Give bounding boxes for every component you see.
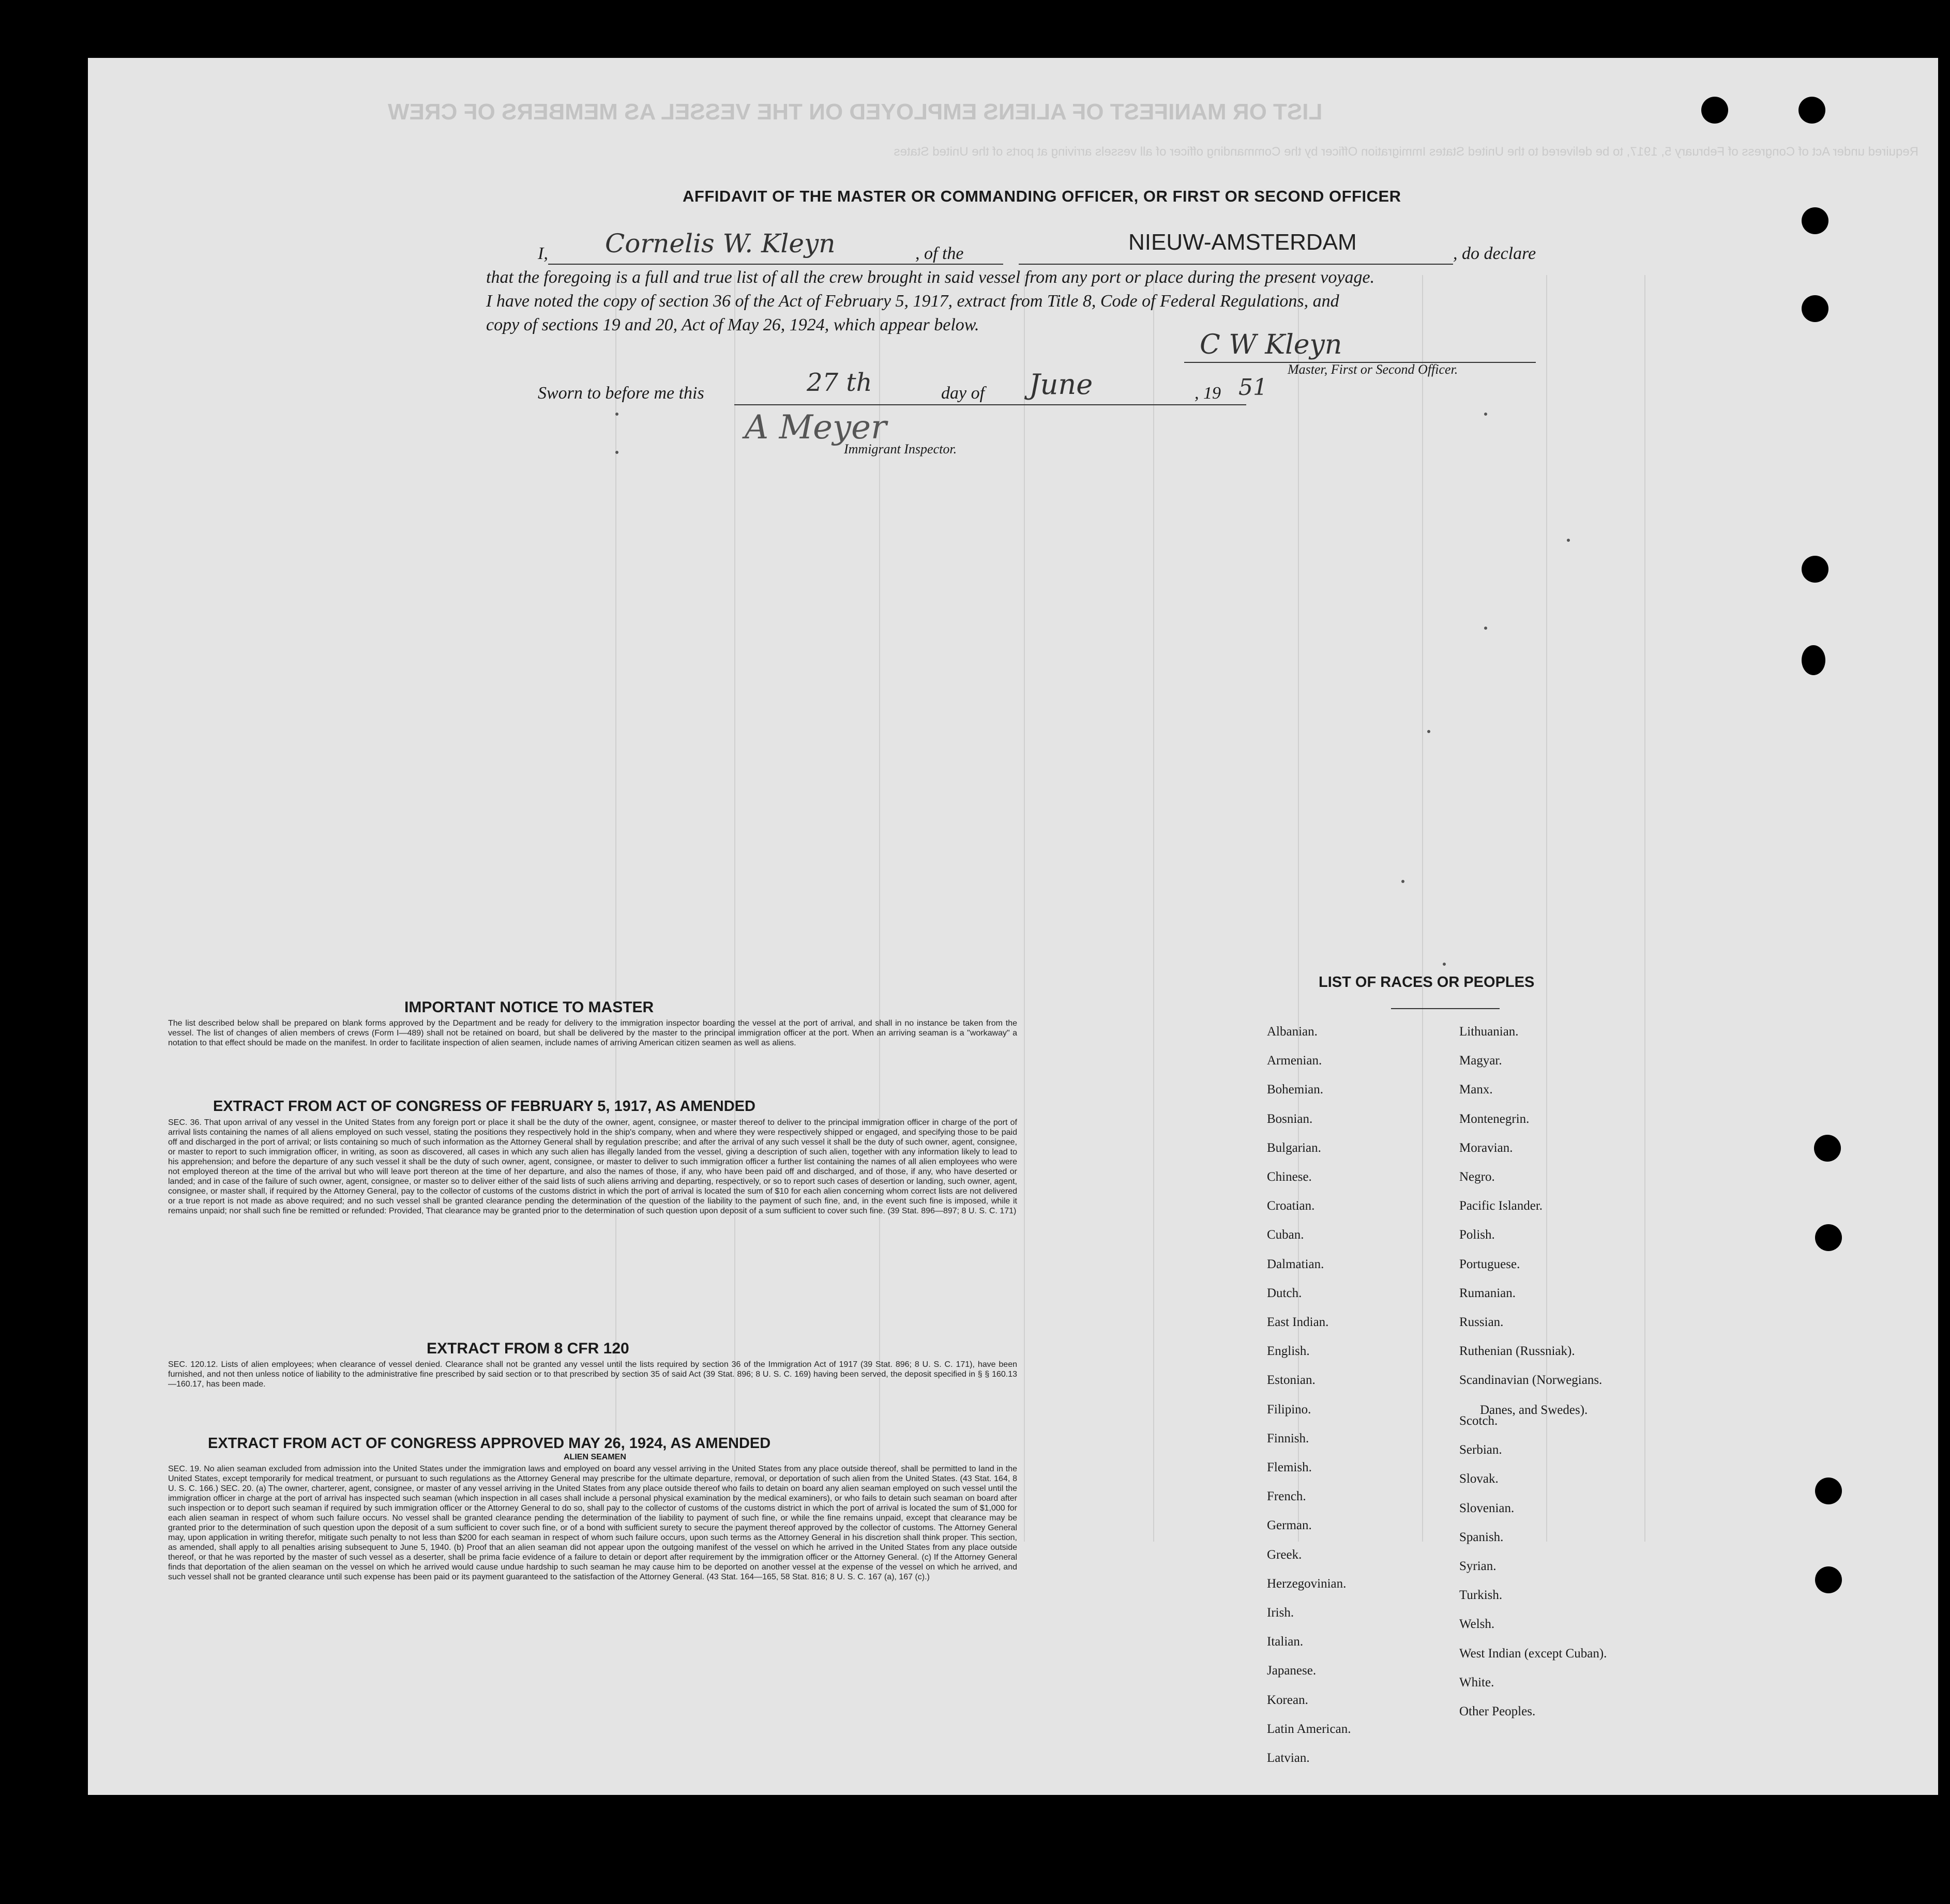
race-item: Pacific Islander. [1459, 1199, 1543, 1213]
race-item: Flemish. [1267, 1460, 1312, 1474]
race-item: Slovak. [1459, 1472, 1499, 1486]
signature-caption: Master, First or Second Officer. [1288, 362, 1458, 377]
sworn-label: Sworn to before me this [538, 384, 704, 403]
race-item: Japanese. [1267, 1664, 1317, 1678]
race-item: Ruthenian (Russniak). [1459, 1344, 1575, 1359]
notice-text: The list described below shall be prepared on blank forms approved by the Department and be ready for delivery to the immigration inspector boarding the vessel at the port of arrival, and shall in no instance be taken from the vessel. The list of changes of alien members of crews (Form I—489) shall not be retained on board, but shall be delivered by the master to the principal immigration officer at the port. When an arriving seaman is a "workaway" a notation to that effect should be made on the manifest. In order to facilitate inspection of alien seamen, include names of arriving American citizen seamen as well as aliens. [168, 1019, 1017, 1047]
punch-hole [1802, 645, 1825, 675]
race-item: Slovenian. [1459, 1501, 1515, 1515]
extract-1917-title: EXTRACT FROM ACT OF CONGRESS OF FEBRUARY 5, 1917, AS AMENDED [213, 1098, 755, 1115]
race-item: Bosnian. [1267, 1111, 1313, 1126]
extract-1924-subtitle: ALIEN SEAMEN [564, 1453, 626, 1461]
document-page [88, 58, 1938, 1795]
race-item: Scotch. [1459, 1414, 1498, 1428]
punch-hole [1802, 295, 1828, 322]
punch-hole [1815, 1477, 1842, 1504]
do-declare-label: , do declare [1453, 244, 1536, 263]
ghost-column-line [1153, 275, 1154, 1542]
races-title: LIST OF RACES OR PEOPLES [1319, 974, 1535, 991]
race-item: Latvian. [1267, 1751, 1310, 1765]
punch-hole [1815, 1224, 1842, 1251]
race-item: Portuguese. [1459, 1257, 1520, 1271]
race-item: Albanian. [1267, 1025, 1318, 1039]
day-of-label: day of [941, 384, 985, 403]
race-item: Latin American. [1267, 1722, 1351, 1736]
race-item: Korean. [1267, 1693, 1308, 1707]
inspector-caption: Immigrant Inspector. [844, 441, 957, 456]
stray-mark [615, 451, 618, 454]
ghost-column-line [1422, 275, 1423, 1542]
race-item: East Indian. [1267, 1315, 1329, 1329]
race-item: Rumanian. [1459, 1286, 1516, 1300]
race-item: Chinese. [1267, 1170, 1312, 1184]
race-item: Herzegovinian. [1267, 1576, 1347, 1591]
race-item: Croatian. [1267, 1199, 1315, 1213]
year-prefix: , 19 [1195, 384, 1221, 403]
race-item: Irish. [1267, 1606, 1294, 1620]
stray-mark [615, 413, 618, 416]
declarant-prefix: I, [538, 244, 548, 263]
races-title-rule [1391, 1008, 1500, 1009]
race-item: White. [1459, 1675, 1494, 1689]
of-the-label: , of the [915, 244, 964, 263]
stray-mark [1484, 413, 1487, 416]
race-item: Armenian. [1267, 1054, 1322, 1068]
extract-cfr-text: SEC. 120.12. Lists of alien employees; when clearance of vessel denied. Clearance shall not be granted any vessel until the lists required by section 36 of the Immigration Act of 1917 (39 Stat. 896; 8 U. S. C. 171), have been furnished, and not then unless notice of liability to the administrative fine prescribed by said section or to that prescribed by section 35 of said Act (39 Stat. 896; 8 U. S. C. 169) having been served, the deposit specified in § § 160.13—160.17, has been made. [168, 1360, 1017, 1389]
race-item: Danes, and Swedes). [1480, 1403, 1588, 1417]
sworn-day-handwritten: 27 th [807, 368, 872, 397]
ghost-header-subtitle: Required under Act of Congress of February 5, 1917, to be delivered to the United States Immigration Officer by the Commanding officer of all vessels arriving at ports of the United States [894, 145, 1918, 159]
race-item: English. [1267, 1344, 1310, 1359]
race-item: Turkish. [1459, 1588, 1503, 1603]
master-signature: C W Kleyn [1200, 329, 1342, 360]
race-item: Russian. [1459, 1315, 1504, 1329]
ghost-header-title: LIST OR MANIFEST OF ALIENS EMPLOYED ON THE VESSEL AS MEMBERS OF CREW [388, 99, 1323, 125]
month-underline [988, 404, 1246, 405]
extract-1924-text: SEC. 19. No alien seaman excluded from admission into the United States under the immigration laws and employed on board any vessel arriving in the United States from any place outside thereof, shall be permitted to land in the United States, except temporarily for medical treatment, or pursuant to such regulations as the Attorney General may prescribe for the ultimate departure, removal, or deportation of such alien from the United States. (43 Stat. 164, 8 U. S. C. 166.) SEC. 20. (a) The owner, charterer, agent, consignee, or master of any vessel arriving in the United States from any place outside thereof who fails to detain on board any alien seaman employed on such vessel until the immigration officer in charge at the port of arrival has inspected such seaman (which inspection in all cases shall include a personal physical examination by the medical examiners), or who fails to detain such seaman on board after such inspection or to deport such seaman if required by such immigration officer or the Attorney General to do so, shall pay to the collector of customs of the customs district in which the port of arrival is located the sum of $1,000 for each alien seaman in respect of whom such failure occurs. No vessel shall be granted clearance pending the determination of the liability to payment of such fine, or while the fine remains unpaid, except that clearance may be granted prior to the determination of such question upon the deposit of a sum sufficient to cover such fine, or of a bond with sufficient surety to secure the payment thereof approved by the collector of customs. The Attorney General may, upon application in writing therefor, mitigate such penalty to not less than $200 for each seaman in respect of whom such failure occurs, upon such terms as the Attorney General in his discretion shall think proper. This section, as amended, shall apply to all penalties arising subsequent to June 5, 1940. (b) Proof that an alien seaman did not appear upon the outgoing manifest of the vessel on which he arrived in the United States from any place outside thereof, or that he was reported by the master of such vessel as a deserter, shall be prima facie evidence of a failure to detain or deport after requirement by the immigration officer or the Attorney General. (c) If the Attorney General finds that deportation of the alien seaman on the vessel on which he arrived would cause undue hardship to such seaman he may cause him to be deported on another vessel at the expense of the vessel on which he arrived, and such vessel shall not be granted clearance until such expense has been paid or its payment guaranteed to the satisfaction of the Attorney General. (43 Stat. 164—165, 58 Stat. 816; 8 U. S. C. 167 (a), 167 (c).) [168, 1465, 1017, 1581]
vessel-name: NIEUW-AMSTERDAM [1128, 230, 1357, 255]
day-underline [734, 404, 1003, 405]
race-item: Welsh. [1459, 1617, 1495, 1632]
stray-mark [1443, 963, 1446, 966]
affidavit-title: AFFIDAVIT OF THE MASTER OR COMMANDING OFFICER, OR FIRST OR SECOND OFFICER [683, 187, 1401, 205]
race-item: West Indian (except Cuban). [1459, 1646, 1607, 1661]
race-item: Bulgarian. [1267, 1140, 1321, 1155]
punch-hole [1701, 97, 1728, 124]
stray-mark [1484, 627, 1487, 630]
extract-1917-text: SEC. 36. That upon arrival of any vessel in the United States from any foreign port or place it shall be the duty of the owner, agent, consignee, or master thereof to deliver to the principal immigration officer in charge of the port of arrival lists containing the names of all aliens employed on such vessel, stating the positions they respectively hold in the ship's company, when and where they were respectively shipped or engaged, and specifying those to be paid off and discharged in the port of arrival; or lists containing so much of such information as the Attorney General shall by regulation prescribe; and after the arrival of any such vessel it shall be the duty of such owner, agent, consignee, or master to report to such immigration officer, in writing, as soon as discovered, all cases in which any such alien has illegally landed from the vessel, giving a description of such alien, together with any information likely to lead to his apprehension; and before the departure of any such vessel it shall be the duty of such owner, agent, consignee, or master to deliver to such immigration officer a further list containing the names of all alien employees who were not employed thereon at the time of the arrival but who will leave port thereon at the time of her departure, and also the names of those, if any, who have been paid off and discharged, and of those, if any, who have deserted or landed; and in case of the failure of such owner, agent, consignee, or master so to deliver either of the said lists of such aliens arriving and departing, respectively, or so to report such cases of desertion or landing, such owner, agent, consignee, or master shall, if required by the Attorney General, pay to the collector of customs of the customs district in which the port of arrival is located the sum of $10 for each alien concerning whom correct lists are not delivered or a true report is not made as above required; and no such vessel shall be granted clearance pending the determination of the question of the liability to the payment of such fine, and, in the event such fine is imposed, while it remains unpaid; nor shall such fine be remitted or refunded: Provided, That clearance may be granted prior to the determination of such question upon deposit of a sum sufficient to cover such fine. (39 Stat. 896—897; 8 U. S. C. 171) [168, 1118, 1017, 1215]
affidavit-line-4: copy of sections 19 and 20, Act of May 26, 1924, which appear below. [486, 315, 979, 334]
race-item: Montenegrin. [1459, 1111, 1530, 1126]
race-item: French. [1267, 1489, 1306, 1504]
race-item: Bohemian. [1267, 1083, 1324, 1097]
race-item: Polish. [1459, 1228, 1495, 1242]
race-item: Italian. [1267, 1635, 1304, 1649]
sworn-month-handwritten: June [1029, 368, 1093, 401]
extract-1924-title: EXTRACT FROM ACT OF CONGRESS APPROVED MAY 26, 1924, AS AMENDED [208, 1435, 771, 1452]
declarant-name-handwritten: Cornelis W. Kleyn [605, 229, 836, 258]
race-item: German. [1267, 1518, 1312, 1533]
punch-hole [1802, 207, 1828, 234]
stray-mark [1401, 880, 1404, 883]
race-item: Spanish. [1459, 1530, 1504, 1544]
race-item: Negro. [1459, 1170, 1495, 1184]
race-item: Manx. [1459, 1083, 1493, 1097]
declarant-underline [548, 264, 1003, 265]
ghost-column-line [1644, 275, 1645, 1542]
race-item: Magyar. [1459, 1054, 1502, 1068]
ghost-column-line [879, 275, 880, 1542]
affidavit-line-2: that the foregoing is a full and true list of all the crew brought in said vessel from any port or place during the present voyage. [486, 268, 1375, 287]
punch-hole [1798, 97, 1825, 124]
race-item: Finnish. [1267, 1431, 1309, 1445]
stray-mark [1427, 730, 1430, 733]
inspector-signature: A Meyer [745, 408, 887, 447]
ghost-column-line [1024, 275, 1025, 1542]
race-item: Dalmatian. [1267, 1257, 1324, 1271]
extract-cfr-title: EXTRACT FROM 8 CFR 120 [427, 1340, 629, 1357]
vessel-underline [1019, 264, 1453, 265]
punch-hole [1815, 1566, 1842, 1593]
race-item: Moravian. [1459, 1140, 1513, 1155]
race-item: Other Peoples. [1459, 1704, 1536, 1719]
sworn-year-handwritten: 51 [1238, 374, 1267, 401]
notice-title: IMPORTANT NOTICE TO MASTER [404, 999, 654, 1016]
race-item: Greek. [1267, 1547, 1302, 1562]
race-item: Syrian. [1459, 1559, 1496, 1574]
punch-hole [1802, 556, 1828, 583]
race-item: Estonian. [1267, 1373, 1316, 1388]
stray-mark [1567, 539, 1570, 542]
race-item: Lithuanian. [1459, 1025, 1519, 1039]
race-item: Filipino. [1267, 1402, 1311, 1416]
affidavit-line-3: I have noted the copy of section 36 of the Act of February 5, 1917, extract from Title 8, Code of Federal Regulations, and [486, 292, 1339, 311]
ghost-column-line [734, 275, 735, 1542]
race-item: Cuban. [1267, 1228, 1304, 1242]
race-item: Serbian. [1459, 1443, 1502, 1457]
race-item: Scandinavian (Norwegians. [1459, 1373, 1603, 1388]
punch-hole [1814, 1135, 1841, 1162]
race-item: Dutch. [1267, 1286, 1302, 1300]
